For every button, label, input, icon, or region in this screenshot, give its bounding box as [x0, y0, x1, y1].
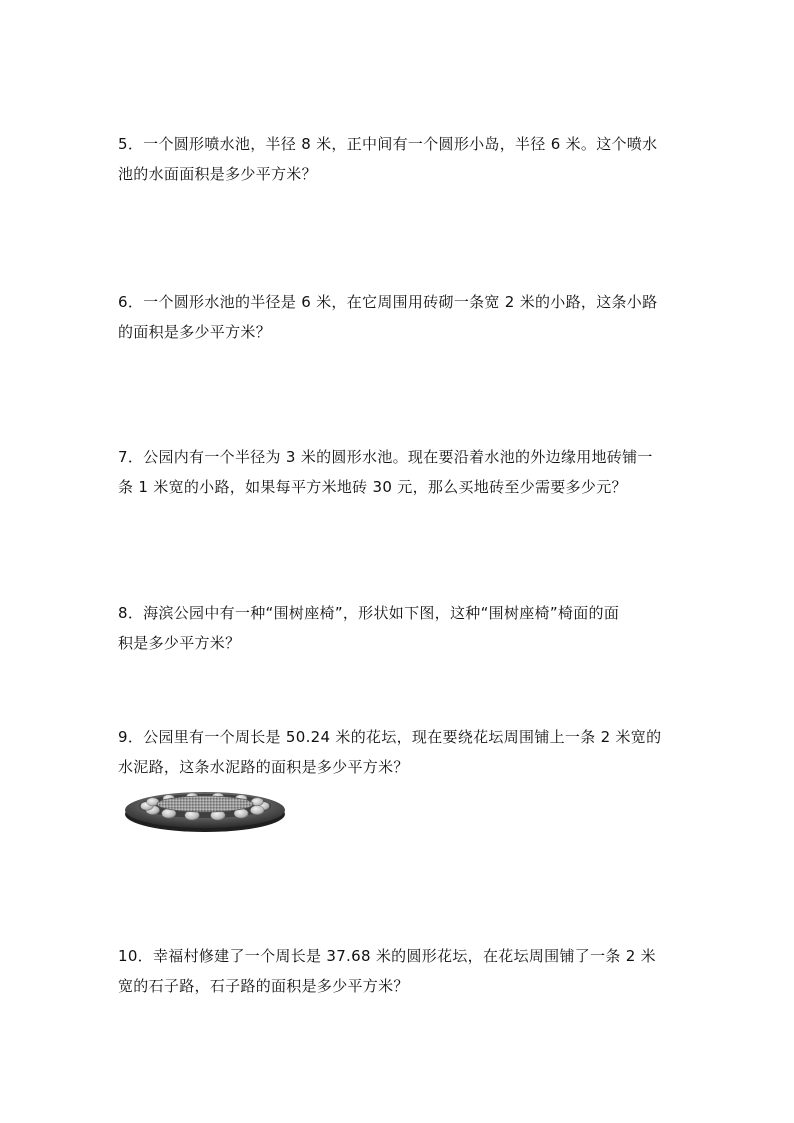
question-9-line-1: 9．公园里有一个周长是 50.24 米的花坛，现在要绕花坛周围铺上一条 2 米宽的: [118, 728, 662, 746]
question-10-line-2: 宽的石子路，石子路的面积是多少平方米？: [118, 977, 409, 995]
question-6-line-2: 的面积是多少平方米？: [118, 323, 272, 341]
question-8: [118, 598, 680, 658]
question-6: [118, 287, 680, 347]
question-7: [118, 442, 680, 502]
question-8-line-1: 8．海滨公园中有一种“围树座椅”，形状如下图，这种“围树座椅”椅面的面: [118, 604, 620, 622]
question-5-line-1: 5．一个圆形喷水池，半径 8 米，正中间有一个圆形小岛，半径 6 米。这个喷水: [118, 135, 658, 153]
question-8-line-2: 积是多少平方米？: [118, 634, 241, 652]
question-9-line-2: 水泥路，这条水泥路的面积是多少平方米？: [118, 758, 409, 776]
question-10-line-1: 10．幸福村修建了一个周长是 37.68 米的圆形花坛，在花坛周围铺了一条 2 米: [118, 947, 656, 965]
stone: [250, 806, 264, 815]
round-flower-bed-illustration-icon: [123, 786, 287, 834]
question-7-line-2: 条 1 米宽的小路，如果每平方米地砖 30 元，那么买地砖至少需要多少元？: [118, 478, 627, 496]
question-6-line-1: 6．一个圆形水池的半径是 6 米，在它周围用砖砌一条宽 2 米的小路，这条小路: [118, 293, 658, 311]
question-5: [118, 129, 680, 189]
question-7-line-1: 7．公园内有一个半径为 3 米的圆形水池。现在要沿着水池的外边缘用地砖铺一: [118, 448, 653, 466]
question-9: [118, 722, 680, 782]
question-5-line-2: 池的水面面积是多少平方米？: [118, 165, 317, 183]
question-10: [118, 941, 680, 1001]
